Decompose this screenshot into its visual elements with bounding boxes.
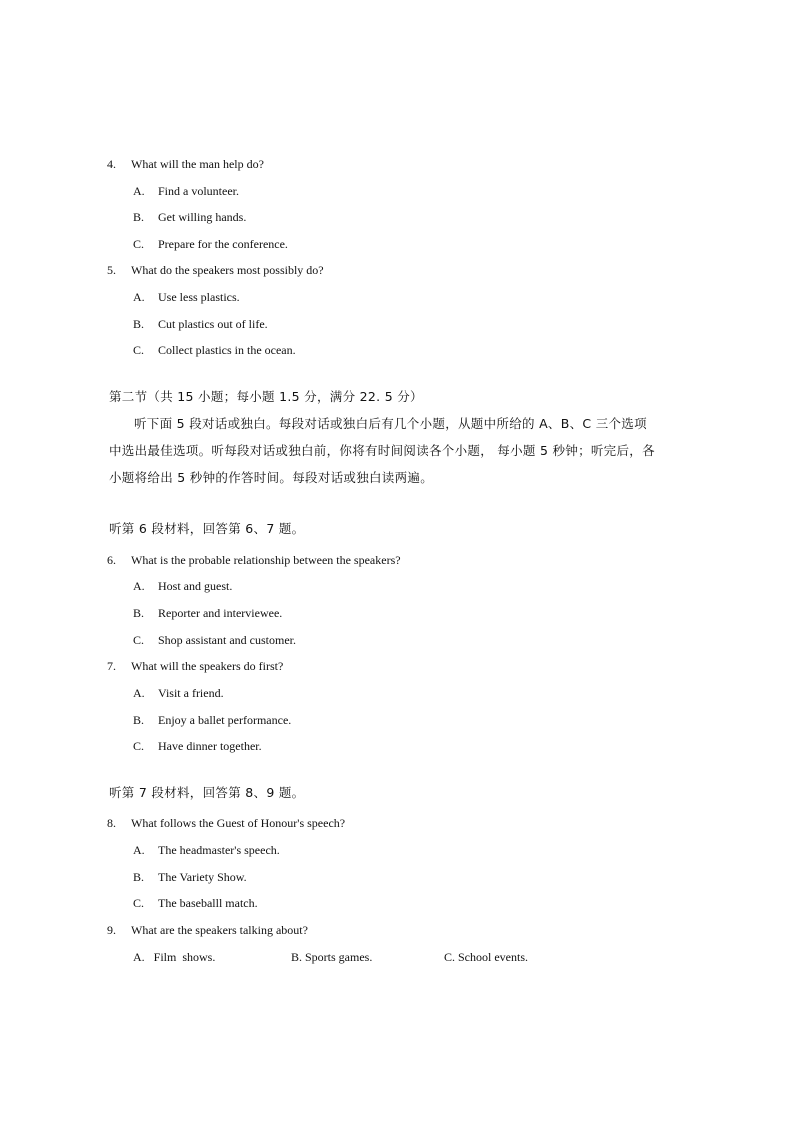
option-text: Find a volunteer. — [158, 184, 239, 198]
question-number: 8. — [107, 816, 116, 830]
question-number: 6. — [107, 553, 116, 567]
question-text: What are the speakers talking about? — [131, 923, 308, 937]
option-text: The baseballl match. — [158, 896, 258, 910]
option-label: A. — [133, 184, 145, 198]
option-text: Cut plastics out of life. — [158, 317, 268, 331]
question-number: 7. — [107, 659, 116, 673]
option-text: Shop assistant and customer. — [158, 633, 296, 647]
question-text: What is the probable relationship between the speakers? — [131, 553, 401, 567]
option-9b[interactable]: B. Sports games. — [291, 950, 373, 964]
option-label: C. — [133, 237, 145, 251]
option-text: Prepare for the conference. — [158, 237, 288, 251]
question-number: 4. — [107, 157, 116, 171]
option-text: Use less plastics. — [158, 290, 240, 304]
option-label: C. — [133, 633, 145, 647]
section-instructions-line-2: 中选出最佳选项。听每段对话或独白前，你将有时间阅读各个小题， 每小题 5 秒钟；听完后，各 — [109, 443, 655, 458]
question-text: What do the speakers most possibly do? — [131, 263, 324, 277]
part-heading-7: 听第 7 段材料，回答第 8、9 题。 — [109, 785, 305, 800]
part-heading-6: 听第 6 段材料，回答第 6、7 题。 — [109, 521, 305, 536]
option-text: Visit a friend. — [158, 686, 224, 700]
option-label: B. — [133, 210, 145, 224]
question-number: 5. — [107, 263, 116, 277]
option-9a[interactable]: A. Film shows. — [133, 950, 216, 964]
section-instructions-line-1: 听下面 5 段对话或独白。每段对话或独白后有几个小题，从题中所给的 A、B、C 三个选项 — [134, 416, 647, 431]
option-label: B. — [133, 713, 145, 727]
option-label: C. — [133, 896, 145, 910]
option-text: Reporter and interviewee. — [158, 606, 283, 620]
option-text: The Variety Show. — [158, 870, 247, 884]
option-label: A. — [133, 579, 145, 593]
option-text: Host and guest. — [158, 579, 233, 593]
option-label: C. — [133, 739, 145, 753]
option-text: Get willing hands. — [158, 210, 247, 224]
option-label: B. — [133, 870, 145, 884]
option-label: B. — [133, 317, 145, 331]
option-label: A. — [133, 686, 145, 700]
question-text: What follows the Guest of Honour's speech? — [131, 816, 346, 830]
section-instructions-line-3: 小题将给出 5 秒钟的作答时间。每段对话或独白读两遍。 — [109, 470, 434, 485]
question-number: 9. — [107, 923, 116, 937]
option-label: C. — [133, 343, 145, 357]
question-text: What will the speakers do first? — [131, 659, 284, 673]
option-text: Enjoy a ballet performance. — [158, 713, 292, 727]
option-text: The headmaster's speech. — [158, 843, 280, 857]
option-label: A. — [133, 843, 145, 857]
section-heading: 第二节（共 15 小题；每小题 1.5 分，满分 22. 5 分） — [109, 389, 423, 404]
option-text: Collect plastics in the ocean. — [158, 343, 296, 357]
question-text: What will the man help do? — [131, 157, 264, 171]
option-label: A. — [133, 290, 145, 304]
option-9c[interactable]: C. School events. — [444, 950, 528, 964]
option-text: Have dinner together. — [158, 739, 262, 753]
option-label: B. — [133, 606, 145, 620]
